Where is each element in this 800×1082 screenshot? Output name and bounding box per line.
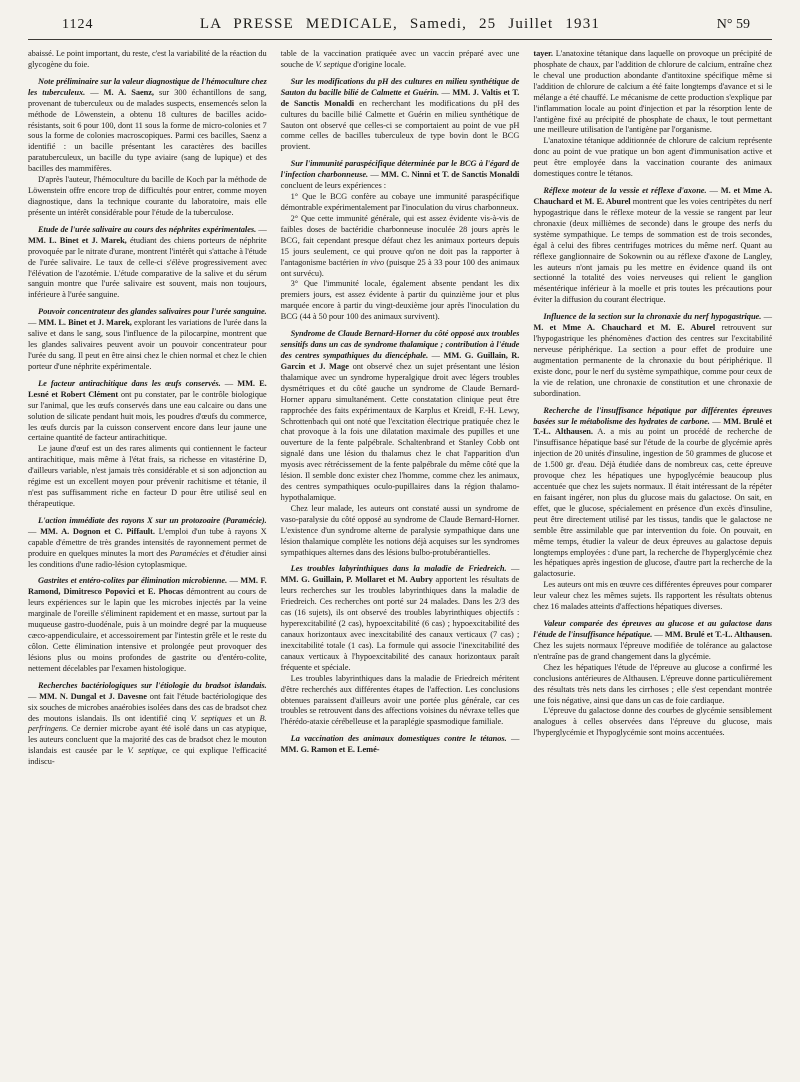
text-segment: —: [227, 576, 241, 586]
entry-heading: Réflexe moteur de la vessie et réflexe d'axone.: [543, 186, 707, 196]
entry-heading: Le facteur antirachitique dans les œufs conservés.: [38, 378, 221, 388]
article-entry: [28, 379, 267, 445]
text-segment: Le jaune d'œuf est un des rares aliments qui contiennent le facteur antirachitique, mais même à l'état frais, sa richesse en vitastérine D, d'ailleurs variable, n'est jamais très considérable et si son adjonction au régime est un excellent moyen pour prévenir rachitisme et tétanie, il n'est pas suffisamment riche en facteur D pour être utilisé seul en thérapeutique.: [28, 444, 267, 508]
text-segment: Chez les hépatiques l'étude de l'épreuve au glucose a confirmé les conclusions antérieures de Althausen. L'épreuve donne particulièrement des résultats très nets dans les cirrhoses ; elle s'est cependant montrée une fois négative, ainsi que dans un cas de foie cardiaque.: [533, 662, 773, 705]
text-segment: et un: [231, 713, 260, 723]
paragraph: [533, 580, 772, 613]
entry-heading: Influence de la section sur la chronaxie du nerf hypogastrique.: [543, 312, 762, 322]
text-segment: —: [220, 378, 238, 388]
text-segment: —: [428, 350, 444, 360]
article-entry: [28, 307, 267, 373]
author-names: MM. G. Guillain, R. Garcin et J. Mage: [280, 350, 520, 371]
text-segment: —: [709, 416, 724, 426]
text-segment: Paramécies: [169, 548, 209, 558]
text-segment: L'épreuve du galactose donne des courbes de glycémie sensiblement analogues à celles observées dans l'épreuve du glucose, mais l'hyperglycémie et l'hypoglycémie sont moins accentuées.: [533, 706, 773, 738]
text-segment: B. perfringens.: [28, 713, 267, 734]
paragraph: [533, 136, 772, 180]
article-entry: [281, 159, 520, 192]
text-segment: L'emploi d'un tube à rayons X capable d'émettre de très grandes intensités de rayonnement permet de produire en quelques minutes la mort des: [28, 526, 267, 558]
text-segment: Les auteurs ont mis en œuvre ces différentes épreuves pour comparer leur valeur chez les mêmes sujets. Ils rapportent les résultats obtenus chez 16 malades atteints d'affections hépatiques diverses.: [533, 580, 773, 612]
author-names: MM. C. Ninni et T. de Sanctis Monaldi: [381, 170, 520, 180]
author-names: M. A. Saenz,: [103, 87, 154, 97]
text-segment: V. septiques: [190, 713, 232, 723]
text-segment: in vivo: [361, 257, 384, 267]
article-entry: [28, 77, 267, 175]
text-segment: D'après l'auteur, l'hémoculture du bacille de Koch par la méthode de Löwenstein offre encore trop de difficultés pour entrer, comme moyen diagnostique, dans la technique courante du laboratoire, mais elle présente un intérêt considérable pour l'étude de la tuberculose.: [28, 175, 267, 217]
author-names: MM. E. Lesné et Robert Clément: [28, 378, 267, 399]
entry-heading: Recherche de l'insuffisance hépatique par différentes épreuves basées sur le métabolisme des hydrates de carbone.: [533, 405, 773, 426]
text-segment: —: [506, 734, 520, 744]
paragraph: [281, 674, 520, 729]
text-segment: sur 300 échantillons de sang, provenant de tuberculeux ou de malades suspects, ensemencés selon la méthode de Löwenstein, a obtenu 18 cultures de bacilles acido-résistants, soit 6 pour 100, dont 11 sous la forme de micro-colonies et 7 sous la forme de colonies macroscopiques. Parmi ces bacilles, Saenz a identifié : un bacille présentant les caractères des bacilles paratuberculeux, un bacille du type aviaire (sang de lupique) et des bacilles des mammifères.: [28, 87, 267, 174]
entry-heading: Pouvoir concentrateur des glandes salivaires pour l'urée sanguine.: [38, 307, 267, 317]
author-names: MM. Brulé et T.-L. Althausen.: [664, 630, 773, 640]
author-names: MM. G. Ramon et E. Lemé-: [280, 745, 380, 755]
article-entry: [533, 186, 772, 306]
text-segment: ont fait l'étude bactériologique des six souches de microbes anaérobies isolées dans des cas de bradsot chez des moutons islandais. Ils ont identifié cinq: [28, 691, 267, 723]
text-segment: —: [368, 170, 382, 180]
text-segment: (puisque 25 à 33 pour 100 des animaux ont survécu).: [280, 257, 520, 278]
article-entry: [28, 681, 267, 768]
text-segment: table de la vaccination pratiquée avec un vaccin préparé avec une souche de: [280, 49, 520, 69]
article-entry: [533, 619, 772, 663]
text-segment: —: [28, 318, 39, 328]
text-segment: —: [506, 564, 520, 574]
entry-heading: Syndrome de Claude Bernard-Horner du côté opposé aux troubles sensitifs dans un cas de syndrome thalamique ; contribution à l'étude des centres sympathiques du diencéphale.: [280, 329, 520, 360]
text-segment: —: [706, 186, 721, 196]
entry-heading: Les troubles labyrinthiques dans la maladie de Friedreich.: [290, 564, 507, 574]
text-segment: concluent de leurs expériences :: [280, 181, 387, 191]
author-names: MM. J. Valtis et T. de Sanctis Monaldi: [280, 87, 520, 108]
paragraph: [533, 49, 772, 136]
paragraph: [281, 504, 520, 559]
author-names: tayer.: [533, 49, 553, 58]
text-segment: abaissé. Le point important, du reste, c'est la variabilité de la réaction du glycogène du foie.: [28, 49, 267, 69]
text-segment: —: [652, 630, 665, 640]
author-names: M. et Mme A. Chauchard et M. E. Aburel: [533, 323, 716, 333]
paragraph: [533, 663, 772, 707]
text-segment: Chez les sujets normaux l'épreuve modifiée de tolérance au galactose n'entraîne pas de grand changement dans la glycémie.: [533, 640, 773, 661]
text-segment: —: [85, 87, 104, 97]
article-entry: [281, 564, 520, 673]
entry-heading: Recherches bactériologiques sur l'étiologie du bradsot islandais.: [38, 680, 267, 690]
text-segment: ont observé chez un sujet présentant une lésion thalamique avec un syndrome hyperalgique droit avec légers troubles dysmétriques et du côté gauche un syndrome de Claude Bernard-Horner apparu simultanément. Cette constatation clinique peut être rapprochée des faits expérimentaux de Karplus et Kreidl, F.-H. Lewy, Schrottenbach qui ont noté que l'excitation électrique pratiquée chez le chat provoque à la fois une dilatation maximale des pupilles et une ouverture de la fente palpébrale. Schaltenbrand et Stanley Cobb ont signalé dans une lésion du thalamus chez le chat l'apparition d'un myosis avec rétrécissement de la fente palpébrale du même côté que la lésion. Il semble donc exister chez l'homme, comme chez les animaux, des centres sympathiques oculo-pupillaires dans la région thalamo-hypothalamique.: [280, 361, 520, 502]
paragraph: [281, 49, 520, 71]
text-segment: L'anatoxine tétanique dans laquelle on provoque un précipité de phosphate de chaux, par l'addition de chlorure de calcium, entraîne chez le cheval une production abondante d'antitoxine spécifique même si l'addition de chlorure de calcium a été faite longtemps d'avance et si le mélange a été chauffé. Le mécanisme de cette production s'explique par l'inflammation locale au point d'injection et par la résorption lente de l'antigène fixé au précipité de phosphate de chaux, le tout permettant une meilleure utilisation de l'antigène par l'organisme.: [533, 49, 773, 135]
text-segment: Les troubles labyrinthiques dans la maladie de Friedreich méritent d'être recherchés aux différentes étapes de l'affection. Les conclusions obtenues paraissent d'ailleurs avoir une portée plus générale, car ces troubles se retrouvent dans des affections voisines du névraxe telles que l'hérédo-ataxie cérébelleuse et la paraplégie spasmodique familiale.: [280, 673, 520, 727]
article-entry: [533, 406, 772, 581]
article-entry: [28, 516, 267, 571]
article-entry: [28, 225, 267, 301]
author-names: MM. L. Binet et J. Marek,: [38, 318, 132, 328]
text-column-1: [28, 49, 267, 768]
entry-heading: Etude de l'urée salivaire au cours des néphrites expérimentales.: [38, 224, 257, 234]
paragraph: [281, 192, 520, 214]
author-names: MM. A. Dognon et C. Piffault.: [40, 526, 155, 536]
entry-heading: L'action immédiate des rayons X sur un protozoaire (Paramécie).: [38, 515, 267, 525]
article-entry: [281, 77, 520, 153]
text-column-2: [281, 49, 520, 768]
article-columns: [28, 49, 772, 768]
journal-title: LA PRESSE MEDICALE, Samedi, 25 Juillet 1931: [199, 16, 601, 32]
text-segment: L'anatoxine tétanique additionnée de chlorure de calcium représente donc au point de vue pratique un bon agent d'immunisation active et peut être employée dans la vaccination courante des animaux domestiques contre le tétanos.: [533, 136, 773, 179]
entry-heading: La vaccination des animaux domestiques contre le tétanos.: [290, 734, 507, 744]
article-entry: [533, 312, 772, 399]
article-entry: [28, 576, 267, 674]
paragraph: [28, 49, 267, 71]
entry-heading: Note préliminaire sur la valeur diagnostique de l'hémoculture chez les tuberculeux.: [28, 76, 267, 97]
text-segment: montrent que les voies centripètes du nerf hypogastrique dans le réflexe moteur de la vessie se rangent par leur chronaxie (deux millièmes de seconde) dans le groupe des nerfs du système sympathique. Le temps de sommation est de trois secondes, égal à celui des fibres centrifuges motrices du même nerf. Quant au réflexe ganglionnaire de Sokownin ou au réflexe d'axone de Langley, les auteurs n'ont jamais pu les mettre en évidence quand ils ont sectionné la totalité des voies nerveuses qui relient le ganglion mésentérique inférieur à la moelle et pris toutes les précautions pour éviter la diffusion du courant électrique.: [533, 196, 773, 305]
text-segment: Chez leur malade, les auteurs ont constaté aussi un syndrome de vaso-paralysie du côté opposé au syndrome de Claude Bernard-Horner. L'existence d'un syndrome alterne de paralysie sympathique dans une lésion thalamique complète les notions déjà acquises sur les syndromes sympathiques alternes dans des lésions bulbo-protubérantielles.: [280, 503, 520, 557]
paragraph: [28, 175, 267, 219]
paragraph: [28, 444, 267, 510]
entry-heading: Gastrites et entéro-colites par élimination microbienne.: [38, 576, 228, 586]
article-entry: [281, 734, 520, 756]
text-segment: V. septique,: [127, 746, 168, 756]
text-segment: —: [28, 526, 41, 536]
text-segment: 1° Que le BCG confère au cobaye une immunité paraspécifique démontrable expérimentalement par l'inoculation du virus charbonneux.: [280, 192, 520, 212]
header-rule: [28, 39, 772, 40]
article-entry: [281, 329, 520, 504]
text-segment: ce qui explique l'efficacité indiscu-: [28, 746, 267, 767]
text-segment: —: [439, 87, 453, 97]
text-segment: 3° Que l'immunité locale, également absente pendant les dix premiers jours, est assez évidente à partir du quinzième jour et plus marquée encore à partir du vingt-deuxième jour après l'inoculation du BCG (44 à 50 pour 100 des animaux survivent).: [280, 279, 520, 322]
paragraph: [533, 706, 772, 739]
text-segment: étudiant des chiens porteurs de néphrite provoquée par le nitrate d'urane, montrent l'intérêt qui s'attache à l'étude de l'urée salivaire. Le taux de celle-ci s'élève progressivement avec l'élévation de l'azotémie. L'étude comparative de la salive et du sérum sanguin montre que l'urée salivaire est souvent, mais non toujours, inférieure à l'urée sanguine.: [28, 235, 267, 300]
paragraph: [281, 279, 520, 323]
text-segment: retrouvent sur l'hypogastrique les phénomènes d'action des centres sur l'excitabilité nerveuse périphérique. La section a pour effet de produire une augmentation permanente de la chronaxie du bout périphérique. Il existe donc, pour le nerf du système sympathique, comme pour ceux de la vie de relation, une chronaxie de constitution et une chronaxie de subordination.: [533, 323, 773, 398]
text-segment: —: [28, 691, 40, 701]
issue-number: N° 59: [716, 17, 750, 32]
text-segment: Ce dernier microbe ayant été isolé dans un cas atypique, les auteurs concluent que la majorité des cas de bradsot chez le mouton islandais est causée par le: [28, 724, 267, 756]
paragraph: [281, 214, 520, 280]
text-segment: 2° Que cette immunité générale, qui est assez évidente vis-à-vis de faibles doses de bactéridie charbonneuse inoculée 28 jours après le BCG, fait cependant presque défaut chez les animaux porteurs depuis 15 jours seulement, ce qui prouve qu'on ne doit pas la rapporter à l'antagonisme bactérien: [280, 213, 520, 267]
page-number: 1124: [62, 17, 94, 32]
author-names: MM. L. Binet et J. Marek,: [28, 235, 127, 245]
text-column-3: [533, 49, 772, 768]
text-segment: V. septique: [315, 59, 352, 69]
author-names: MM. G. Guillain, P. Mollaret et M. Aubry: [280, 575, 433, 585]
text-segment: —: [761, 312, 773, 322]
text-segment: d'origine locale.: [351, 59, 406, 69]
author-names: MM. Brulé et T.-L. Althausen.: [533, 416, 773, 437]
journal-header: [28, 16, 772, 33]
text-segment: en recherchant les modifications du pH des cultures du bacille bilié Calmette et Guérin en milieu synthétique de Sauton ont observé que celles-ci se comportaient au point de vue pH comme celles de bacilles tuberculeux de type bovin dont le BCG provient.: [280, 98, 520, 152]
text-segment: explorant les variations de l'urée dans la salive et dans le sang, sous l'influence de la pilocarpine, montrent que les glandes salivaires peuvent avoir un pouvoir concentrateur pour l'urée du sang. Il peut en être ainsi chez le chien normal et chez le chien porteur d'une néphrite expérimentale.: [28, 318, 267, 371]
author-names: MM. F. Ramond, Dimitresco Popovici et E. Phocas: [28, 576, 267, 597]
entry-heading: Valeur comparée des épreuves au glucose et au galactose dans l'étude de l'insuffisance hépatique.: [533, 619, 773, 640]
text-segment: démontrent au cours de leurs expériences sur le lapin que les microbes injectés par la veine marginale de l'oreille s'éliminent rapidement et en masse, surtout par la muqueuse gastro-duodénale, puis à un moindre degré par la muqueuse cæco-appendiculaire, et accessoirement par l'intestin grêle et le reste du côlon. Cette élimination intensive et prolongée peut provoquer des lésions plus ou moins profondes de gastrite ou d'entéro-colite, nettement décelables par l'examen histologique.: [28, 587, 267, 673]
text-segment: —: [256, 224, 267, 234]
entry-heading: Sur les modifications du pH des cultures en milieu synthétique de Sauton du bacille bilié de Calmette et Guérin.: [280, 76, 520, 97]
text-segment: ont pu constater, par le contrôle biologique sur l'animal, que les œufs conservés dans une eau calcaire ou dans une solution de silicate pendant huit mois, les poudres d'œufs du commerce, les œufs durcis par la cuisson conservent encore dans leur jaune une certaine quantité de facteur antirachitique.: [28, 389, 267, 443]
text-segment: A. a mis au point un procédé de recherche de l'insuffisance hépatique basé sur l'étude de la courbe de glycémie après injection de 20 unités d'insuline, ingestion de 50 grammes de glucose et de 1.500 gr. d'eau. Déjà étudiée dans de nombreux cas, cette épreuve provoque chez les hépatiques une hypoglycémie beaucoup plus accentuée que chez les sujets normaux. Il était intéressant de la répéter en faisant ingérer, non plus du glucose mais du galactose. On sait, en effet, que le glucose, spécialement en présence d'un excès d'insuline, peut être directement utilisé par les tissus, tandis que le galactose ne semble être assimilable que par intervention du foie. On pouvait, en même temps, étudier la valeur de deux épreuves au galactose depuis longtemps employées : d'une part, la recherche de l'hyperglycémie chez les hépatiques après ingestion de glucose, d'autre part la recherche de la galactosurie.: [533, 427, 773, 579]
text-segment: apportent les résultats de leurs recherches sur les troubles labyrinthiques dans la maladie de Friedreich. Ces recherches ont porté sur 24 malades. Dans les 2/3 des cas (16 sujets), ils ont observé des troubles labyrinthiques objectifs : hyperexcitabilité (2 cas), hypoexcitabilité (6 cas) ; hypoexcitabilité des canaux horizontaux avec inexcitabilité des canaux verticaux (7 cas) ; inexcitabilité totale (1 cas). La formule qui associe l'inexcitabilité des canaux verticaux à l'hypoexcitabilité des canaux horizontaux paraît fréquente et spéciale.: [280, 575, 520, 672]
entry-heading: Sur l'immunité paraspécifique déterminée par le BCG à l'égard de l'infection charbonneuse.: [280, 159, 520, 180]
text-segment: et d'étudier ainsi les conditions d'une radio-lésion cytoplasmique.: [28, 548, 267, 569]
author-names: MM. N. Dungal et J. Davesne: [39, 691, 147, 701]
author-names: M. et Mme A. Chauchard et M. E. Aburel: [533, 186, 773, 206]
